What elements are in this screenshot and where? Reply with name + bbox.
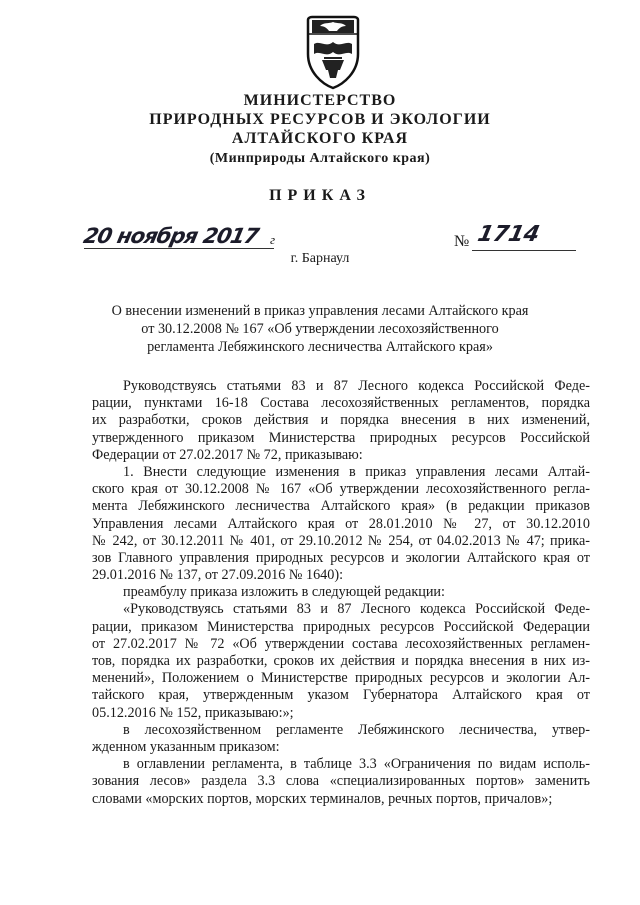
body-line: от 27.02.2017 № 72 «Об утверждении состава лесохозяйственных регламен- xyxy=(92,635,590,652)
body-line: 05.12.2016 № 152, приказываю:»; xyxy=(92,704,294,721)
date-underline xyxy=(84,248,274,249)
handwritten-date: 20 ноября 2017 xyxy=(81,224,261,248)
body-line: тайского края, утвержденным указом Губернатора Алтайского края от xyxy=(92,687,590,704)
body-line: 1. Внести следующие изменения в приказ управления лесами Алтай- xyxy=(123,463,590,480)
body-line: тов, порядка их разработки, сроков их действия и порядка внесения в них из- xyxy=(92,653,590,669)
order-title-line: О внесении изменений в приказ управления лесами Алтайского края xyxy=(111,303,529,319)
order-body xyxy=(92,378,590,808)
body-line: словами «морских портов, морских терминалов, речных портов, причалов»; xyxy=(92,790,553,807)
body-line: мента Лебяжинского лесничества Алтайского края» (в редакции приказов xyxy=(92,498,590,515)
body-line: менений», Положением о Министерстве природных ресурсов и экологии Ал- xyxy=(92,670,590,687)
body-line: преамбулу приказа изложить в следующей редакции: xyxy=(123,584,445,601)
body-line: рации, приказом Министерства природных ресурсов Российской Федерации xyxy=(92,618,590,635)
body-line: утвержденного приказом Министерства природных ресурсов Российской xyxy=(92,429,590,446)
body-line: № 242, от 30.12.2011 № 401, от 29.10.2012 № 254, от 04.02.2013 № 47; прика- xyxy=(92,532,590,549)
order-title xyxy=(90,302,550,356)
body-line: 29.01.2016 № 137, от 27.09.2016 № 1640): xyxy=(92,567,344,584)
altai-krai-coat-of-arms-icon xyxy=(300,14,366,90)
body-line: в оглавлении регламента, в таблице 3.3 «Ограничения по видам исполь- xyxy=(123,756,590,773)
body-line: зов Главного управления природных ресурсов и экологии Алтайского края от xyxy=(92,549,590,566)
body-line: рации, пунктами 16-18 Состава лесохозяйственных регламентов, порядка xyxy=(92,395,590,412)
body-line: в лесохозяйственном регламенте Лебяжинского лесничества, утвер- xyxy=(123,721,590,738)
body-line: их разработки, сроков действия и порядка внесения в них изменений, xyxy=(92,412,590,429)
order-title-line: регламента Лебяжинского лесничества Алтайского края» xyxy=(147,339,493,355)
order-title-line: от 30.12.2008 № 167 «Об утверждении лесохозяйственного xyxy=(141,321,499,337)
handwritten-order-number: 1714 xyxy=(475,222,542,247)
body-line: Руководствуясь статьями 83 и 87 Лесного кодекса Российской Феде- xyxy=(123,378,590,394)
ministry-name-line2: ПРИРОДНЫХ РЕСУРСОВ И ЭКОЛОГИИ xyxy=(149,111,491,128)
ministry-short-name: (Минприроды Алтайского края) xyxy=(209,151,431,166)
city-name: г. Барнаул xyxy=(290,251,350,266)
body-line: ского края от 30.12.2008 № 167 «Об утверждении лесохозяйственного регла- xyxy=(92,481,590,498)
body-line: Управления лесами Алтайского края от 28.01.2010 № 27, от 30.12.2010 xyxy=(92,515,590,532)
number-sign: № xyxy=(454,233,470,250)
document-type-heading: ПРИКАЗ xyxy=(269,187,371,204)
body-line: зования лесов» раздела 3.3 слова «специализированных портов» заменить xyxy=(92,773,590,790)
body-line: Федерации от 27.02.2017 № 72, приказываю: xyxy=(92,446,363,463)
body-line: жденном указанным приказом: xyxy=(92,738,280,755)
date-year-suffix: г xyxy=(270,232,276,247)
body-line: «Руководствуясь статьями 83 и 87 Лесного кодекса Российской Феде- xyxy=(123,601,590,618)
ministry-name-line3: АЛТАЙСКОГО КРАЯ xyxy=(231,130,409,147)
ministry-name-line1: МИНИСТЕРСТВО xyxy=(243,92,397,109)
